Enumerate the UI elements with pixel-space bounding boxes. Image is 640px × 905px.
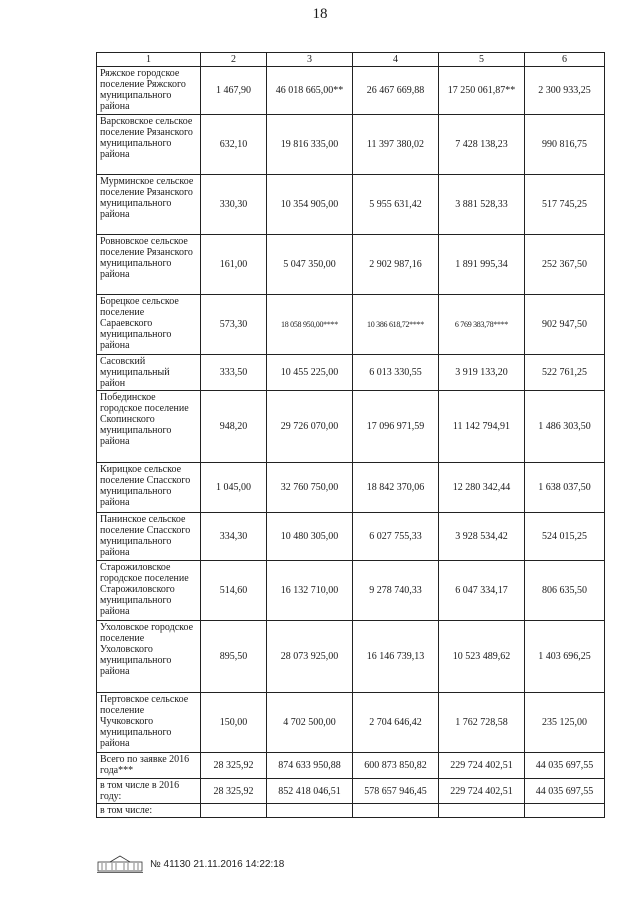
cell-fund: 11 397 380,02 xyxy=(353,115,439,175)
cell-region: 12 280 342,44 xyxy=(439,463,525,513)
table-row xyxy=(97,463,605,513)
cell-local: 2 300 933,25 xyxy=(525,67,605,115)
cell-fund: 2 704 646,42 xyxy=(353,693,439,753)
cell-region: 6 047 334,17 xyxy=(439,561,525,621)
settlement-name: Старожиловское городское поселение Старожиловского муниципального района xyxy=(97,561,201,621)
settlement-name: Сасовский муниципальный район xyxy=(97,355,201,391)
cell-region: 3 919 133,20 xyxy=(439,355,525,391)
cell-fund: 16 146 739,13 xyxy=(353,621,439,693)
table-row xyxy=(97,115,605,175)
table-row xyxy=(97,561,605,621)
cell-total xyxy=(267,804,353,818)
cell-area: 334,30 xyxy=(201,513,267,561)
col-header-2: 2 xyxy=(201,53,267,67)
cell-total: 28 073 925,00 xyxy=(267,621,353,693)
cell-region: 3 928 534,42 xyxy=(439,513,525,561)
cell-fund: 10 386 618,72**** xyxy=(353,295,439,355)
cell-region: 3 881 528,33 xyxy=(439,175,525,235)
stamp-text: № 41130 21.11.2016 14:22:18 xyxy=(150,858,285,870)
cell-area: 514,60 xyxy=(201,561,267,621)
cell-region: 6 769 383,78**** xyxy=(439,295,525,355)
cell-area: 1 045,00 xyxy=(201,463,267,513)
cell-total: 5 047 350,00 xyxy=(267,235,353,295)
cell-total: 10 455 225,00 xyxy=(267,355,353,391)
document-stamp xyxy=(96,854,284,874)
cell-total: 10 354 905,00 xyxy=(267,175,353,235)
cell-fund: 6 027 755,33 xyxy=(353,513,439,561)
cell-fund: 5 955 631,42 xyxy=(353,175,439,235)
table-row xyxy=(97,693,605,753)
settlement-name: Пертовское сельское поселение Чучковского муниципального района xyxy=(97,693,201,753)
total-row xyxy=(97,753,605,779)
cell-local: 524 015,25 xyxy=(525,513,605,561)
cell-fund: 17 096 971,59 xyxy=(353,391,439,463)
cell-area: 632,10 xyxy=(201,115,267,175)
cell-region: 17 250 061,87** xyxy=(439,67,525,115)
including-label: в том числе: xyxy=(97,804,201,818)
cell-local: 806 635,50 xyxy=(525,561,605,621)
cell-local xyxy=(525,804,605,818)
cell-area: 28 325,92 xyxy=(201,753,267,779)
data-table xyxy=(96,52,605,818)
cell-local: 522 761,25 xyxy=(525,355,605,391)
cell-local: 902 947,50 xyxy=(525,295,605,355)
cell-region: 229 724 402,51 xyxy=(439,779,525,804)
settlement-name: Ровновское сельское поселение Рязанского муниципального района xyxy=(97,235,201,295)
cell-region: 10 523 489,62 xyxy=(439,621,525,693)
settlement-name: Панинское сельское поселение Спасского муниципального района xyxy=(97,513,201,561)
settlement-name: Мурминское сельское поселение Рязанского муниципального района xyxy=(97,175,201,235)
cell-local: 1 486 303,50 xyxy=(525,391,605,463)
cell-local: 252 367,50 xyxy=(525,235,605,295)
cell-area: 150,00 xyxy=(201,693,267,753)
including-row xyxy=(97,804,605,818)
cell-fund: 9 278 740,33 xyxy=(353,561,439,621)
cell-fund xyxy=(353,804,439,818)
cell-area: 161,00 xyxy=(201,235,267,295)
table-row xyxy=(97,621,605,693)
header-row xyxy=(97,53,605,67)
col-header-5: 5 xyxy=(439,53,525,67)
cell-local: 1 403 696,25 xyxy=(525,621,605,693)
cell-region xyxy=(439,804,525,818)
cell-area: 28 325,92 xyxy=(201,779,267,804)
cell-local: 44 035 697,55 xyxy=(525,753,605,779)
cell-fund: 600 873 850,82 xyxy=(353,753,439,779)
table-row xyxy=(97,513,605,561)
table-row xyxy=(97,235,605,295)
settlement-name: Кирицкое сельское поселение Спасского муниципального района xyxy=(97,463,201,513)
cell-total: 18 058 950,00**** xyxy=(267,295,353,355)
cell-total: 4 702 500,00 xyxy=(267,693,353,753)
cell-area: 1 467,90 xyxy=(201,67,267,115)
table-row xyxy=(97,355,605,391)
table-row xyxy=(97,175,605,235)
settlement-name: Варсковское сельское поселение Рязанского муниципального района xyxy=(97,115,201,175)
cell-local: 517 745,25 xyxy=(525,175,605,235)
cell-local: 990 816,75 xyxy=(525,115,605,175)
table-row xyxy=(97,295,605,355)
cell-region: 7 428 138,23 xyxy=(439,115,525,175)
table-row xyxy=(97,391,605,463)
page-number: 18 xyxy=(312,6,328,22)
cell-area xyxy=(201,804,267,818)
cell-region: 1 762 728,58 xyxy=(439,693,525,753)
cell-region: 11 142 794,91 xyxy=(439,391,525,463)
col-header-4: 4 xyxy=(353,53,439,67)
cell-fund: 26 467 669,88 xyxy=(353,67,439,115)
cell-fund: 6 013 330,55 xyxy=(353,355,439,391)
cell-area: 573,30 xyxy=(201,295,267,355)
subtotal-label: в том числе в 2016 году: xyxy=(97,779,201,804)
settlement-name: Побединское городское поселение Скопинского муниципального района xyxy=(97,391,201,463)
cell-area: 948,20 xyxy=(201,391,267,463)
cell-local: 235 125,00 xyxy=(525,693,605,753)
cell-total: 19 816 335,00 xyxy=(267,115,353,175)
cell-region: 229 724 402,51 xyxy=(439,753,525,779)
col-header-3: 3 xyxy=(267,53,353,67)
cell-total: 852 418 046,51 xyxy=(267,779,353,804)
cell-area: 333,50 xyxy=(201,355,267,391)
col-header-6: 6 xyxy=(525,53,605,67)
cell-fund: 2 902 987,16 xyxy=(353,235,439,295)
cell-area: 895,50 xyxy=(201,621,267,693)
settlement-name: Ряжское городское поселение Ряжского муниципального района xyxy=(97,67,201,115)
col-header-1: 1 xyxy=(97,53,201,67)
table-row xyxy=(97,67,605,115)
settlement-name: Ухоловское городское поселение Ухоловского муниципального района xyxy=(97,621,201,693)
cell-fund: 578 657 946,45 xyxy=(353,779,439,804)
total-label: Всего по заявке 2016 года*** xyxy=(97,753,201,779)
cell-local: 1 638 037,50 xyxy=(525,463,605,513)
cell-total: 10 480 305,00 xyxy=(267,513,353,561)
settlement-name: Борецкое сельское поселение Сараевского муниципального района xyxy=(97,295,201,355)
cell-area: 330,30 xyxy=(201,175,267,235)
cell-total: 46 018 665,00** xyxy=(267,67,353,115)
subtotal-row xyxy=(97,779,605,804)
building-logo-icon xyxy=(96,854,144,874)
cell-total: 29 726 070,00 xyxy=(267,391,353,463)
cell-local: 44 035 697,55 xyxy=(525,779,605,804)
cell-total: 32 760 750,00 xyxy=(267,463,353,513)
cell-region: 1 891 995,34 xyxy=(439,235,525,295)
cell-fund: 18 842 370,06 xyxy=(353,463,439,513)
cell-total: 16 132 710,00 xyxy=(267,561,353,621)
cell-total: 874 633 950,88 xyxy=(267,753,353,779)
